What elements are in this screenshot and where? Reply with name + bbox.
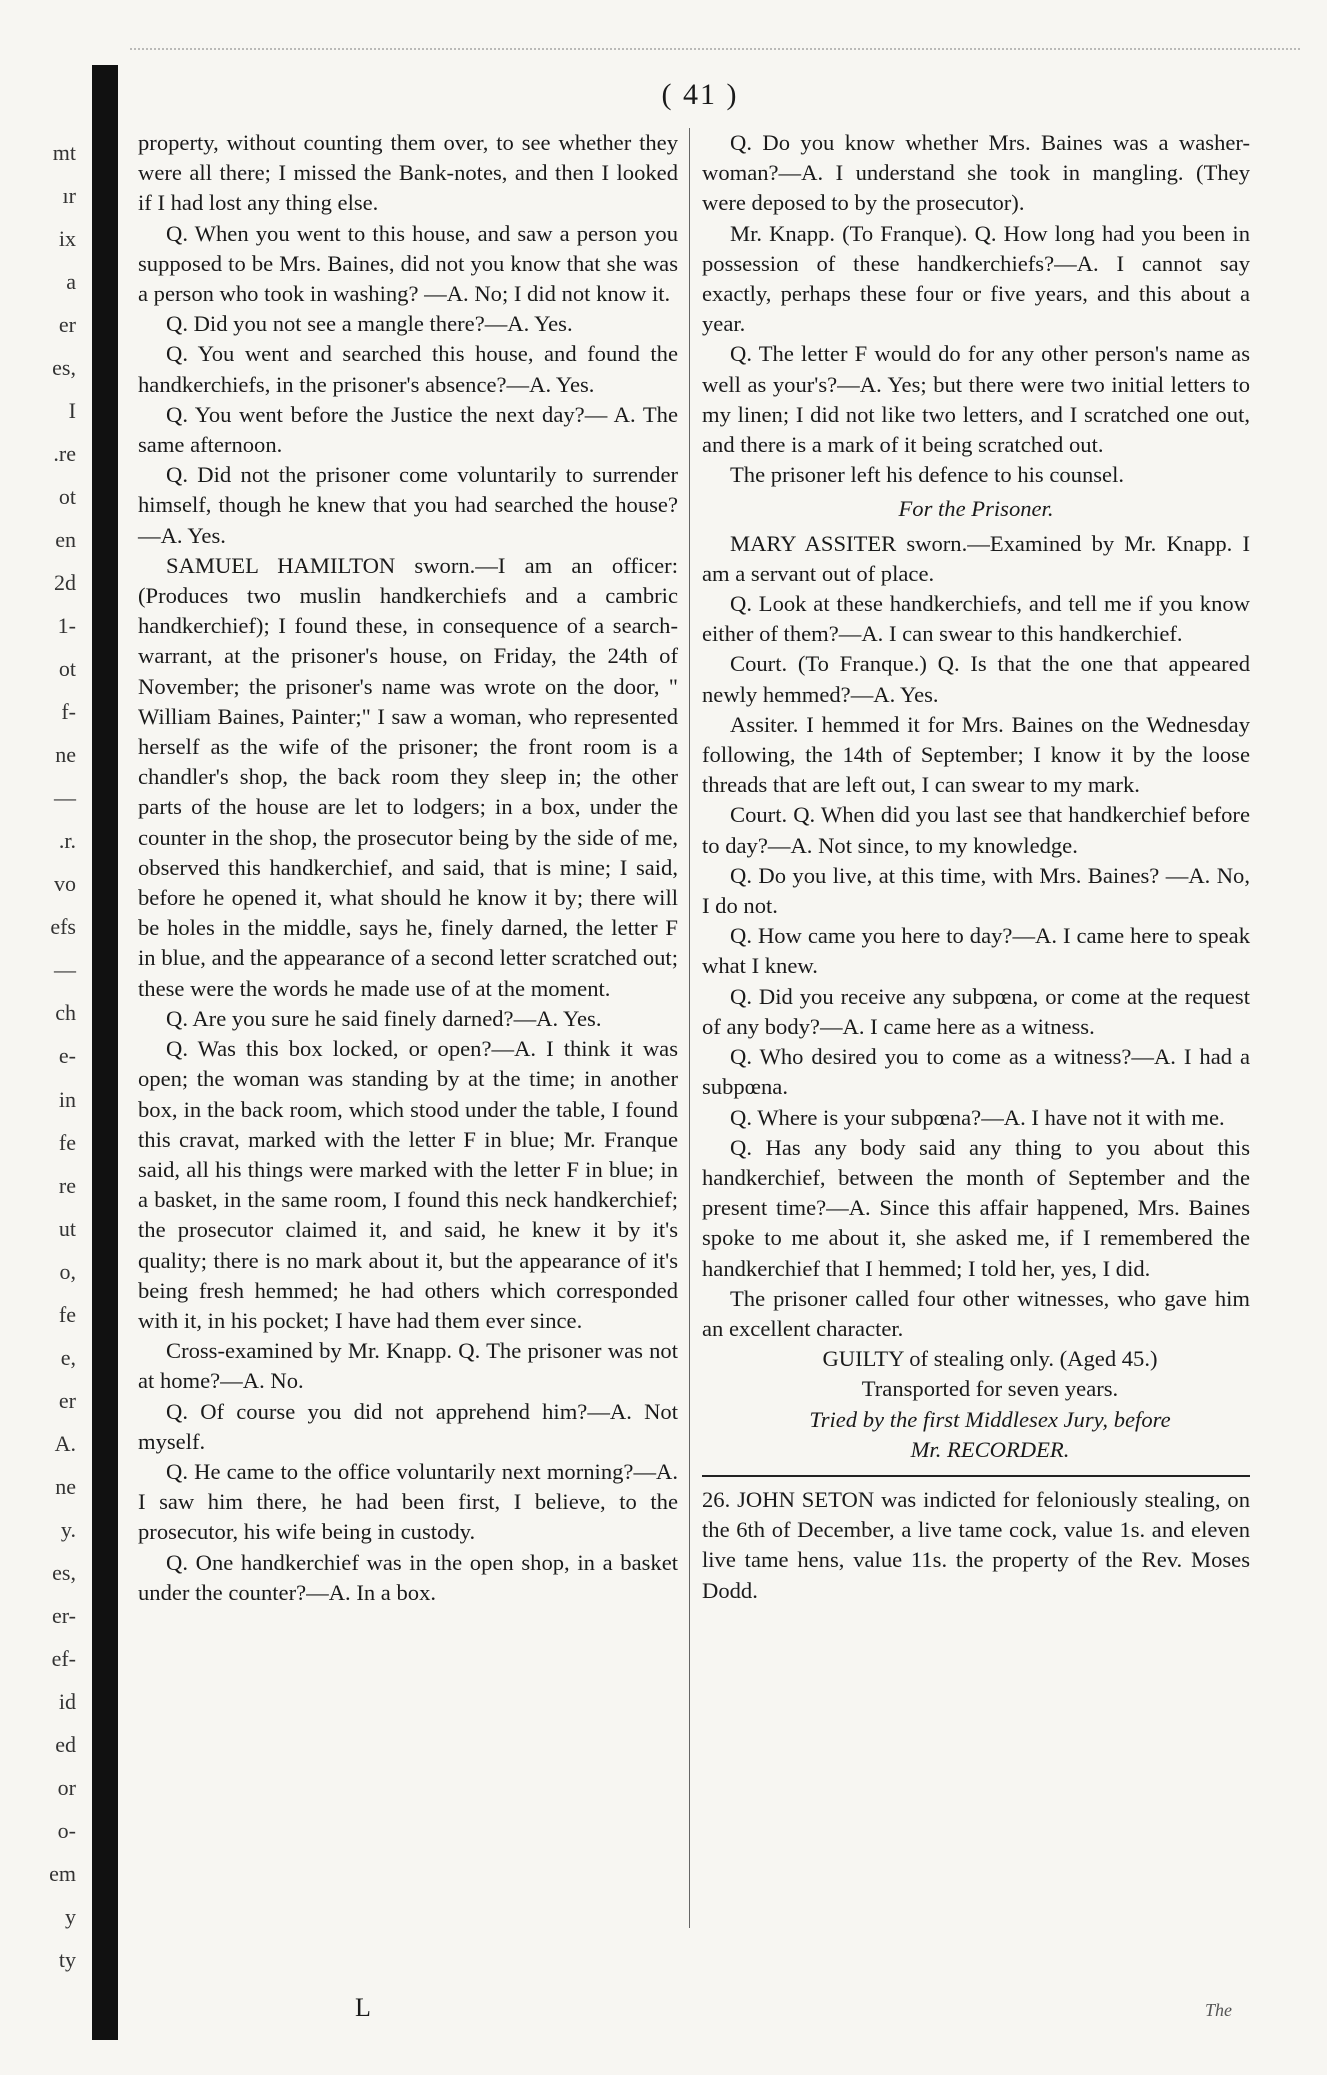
margin-fragment: ut	[58, 1216, 76, 1241]
sentence: Transported for seven years.	[861, 1376, 1119, 1402]
margin-fragment: mt	[52, 140, 76, 165]
margin-fragment: er-	[52, 1603, 76, 1628]
margin-fragment: id	[58, 1689, 76, 1714]
paragraph: Q. You went and searched this house, and found the handkerchiefs, in the prisoner's absence?—A. Yes.	[138, 341, 678, 397]
for-prisoner-heading: For the Prisoner.	[898, 496, 1054, 522]
margin-fragment: .re	[53, 441, 76, 466]
paragraph: Q. The letter F would do for any other person's name as well as your's?—A. Yes; but there were two initial letters to my linen; I did not like two letters, and I scratched one out, and there is a mark of it being scratched out.	[702, 341, 1250, 458]
margin-fragment: —	[54, 785, 76, 810]
case-text: 26. JOHN SETON was indicted for feloniously stealing, on the 6th of December, a live tame cock, value 1s. and eleven live tame hens, value 11s. the property of the Rev. Moses Dodd.	[702, 1486, 1250, 1603]
margin-fragment: ne	[55, 742, 76, 767]
margin-fragment: ed	[55, 1732, 76, 1757]
paragraph: Q. Do you live, at this time, with Mrs. Baines? —A. No, I do not.	[702, 862, 1250, 919]
column-divider	[689, 128, 690, 1928]
right-column	[702, 128, 1250, 1606]
paragraph: Q. Do you know whether Mrs. Baines was a washer-woman?—A. I understand she took in mangling. (They were deposed to by the prosecutor).	[702, 130, 1250, 216]
next-case	[702, 1485, 1250, 1606]
page-number: ( 41 )	[661, 78, 739, 111]
margin-fragment: A.	[54, 1431, 76, 1456]
paragraph: Mr. Knapp. (To Franque). Q. How long had you been in possession of these handkerchiefs?—A. I cannot say exactly, perhaps these four or five years, and this about a year.	[702, 220, 1250, 337]
left-column	[138, 128, 678, 1608]
paragraph: MARY ASSITER sworn.—Examined by Mr. Knapp. I am a servant out of place.	[702, 530, 1250, 586]
paragraph: Q. He came to the office voluntarily next morning?—A. I saw him there, he had been first, I believe, to the prosecutor, his wife being in custody.	[138, 1458, 678, 1545]
paragraph: Court. (To Franque.) Q. Is that the one that appeared newly hemmed?—A. Yes.	[702, 651, 1250, 707]
margin-fragment: I	[68, 398, 76, 423]
margin-fragment: es,	[52, 355, 76, 380]
margin-fragment: fe	[58, 1130, 76, 1155]
paragraph: Q. Was this box locked, or open?—A. I think it was open; the woman was standing by at the time; in another box, in the back room, which stood under the table, I found this cravat, marked with the letter F in blue; Mr. Franque said, all his things were marked with the letter F in blue; in a basket, in the same room, I found this neck handkerchief; the prosecutor claimed it, and said, he knew it by it's quality; there is no mark about it, but the appearance of it's being fresh hemmed; he had others which corresponded with it, in his pocket; I have had them ever since.	[138, 1036, 678, 1333]
margin-fragment: em	[49, 1861, 76, 1886]
paragraph: Q. Who desired you to come as a witness?—A. I had a subpœna.	[702, 1044, 1250, 1100]
paragraph: Q. Look at these handkerchiefs, and tell me if you know either of them?—A. I can swear to this handkerchief.	[702, 591, 1250, 647]
signature-mark: L	[355, 1993, 371, 2022]
paragraph: The prisoner left his defence to his counsel.	[730, 462, 1125, 488]
margin-fragment: .r.	[58, 828, 76, 853]
paragraph: SAMUEL HAMILTON sworn.—I am an officer: (Produces two muslin handkerchiefs and a cambric handkerchief); I found these, in consequence of a search-warrant, at the prisoner's house, on Friday, the 24th of November; the prisoner's name was wrote on the door, " William Baines, Painter;" I saw a woman, who represented herself as the wife of the prisoner; the front room is a chandler's shop, the back room they sleep in; the other parts of the house are let to lodgers; in a box, under the counter in the shop, the prosecutor being by the side of me, observed this handkerchief, and said, that is mine; I said, before he opened it, what should he know it by; there will be holes in the middle, says he, finely darned, the letter F in blue, and the appearance of a second letter scratched out; these were the words he made use of at the moment.	[138, 552, 678, 1001]
margin-fragment: e,	[60, 1345, 76, 1370]
margin-fragment: —	[54, 957, 76, 982]
margin-fragment: en	[55, 527, 76, 552]
paragraph: Q. You went before the Justice the next day?— A. The same afternoon.	[138, 401, 678, 458]
margin-fragment: 1-	[57, 613, 76, 638]
margin-fragment: ch	[55, 1000, 76, 1025]
margin-fragment: or	[57, 1775, 76, 1800]
paragraph: The prisoner called four other witnesses, who gave him an excellent character.	[702, 1285, 1250, 1341]
margin-fragment: y.	[60, 1517, 76, 1542]
margin-fragment: er	[58, 1388, 76, 1413]
paragraph: Cross-examined by Mr. Knapp. Q. The prisoner was not at home?—A. No.	[138, 1338, 678, 1394]
margin-fragment: in	[58, 1087, 76, 1112]
tried-by-line: Tried by the first Middlesex Jury, before	[809, 1406, 1171, 1432]
margin-fragment: y	[65, 1904, 76, 1929]
paragraph: Q. Did you not see a mangle there?—A. Yes.	[166, 311, 573, 337]
paragraph: Q. Did you receive any subpœna, or come at the request of any body?—A. I came here as a witness.	[702, 983, 1250, 1039]
catchword: The	[1205, 2000, 1232, 2020]
margin-fragment: ix	[58, 226, 76, 251]
paragraph: Q. When you went to this house, and saw a person you supposed to be Mrs. Baines, did not you know that she was a person who took in washing? —A. No; I did not know it.	[138, 220, 678, 307]
margin-fragment: ne	[55, 1474, 76, 1499]
verdict: GUILTY of stealing only. (Aged 45.)	[822, 1346, 1158, 1372]
margin-fragment: ty	[58, 1947, 76, 1972]
margin-fragment: a	[66, 269, 76, 294]
margin-fragment: ot	[58, 484, 76, 509]
margin-fragment: vo	[54, 871, 76, 896]
margin-fragment: er	[58, 312, 76, 337]
paragraph: Court. Q. When did you last see that handkerchief before to day?—A. Not since, to my knowledge.	[702, 802, 1250, 858]
paragraph: Q. How came you here to day?—A. I came here to speak what I knew.	[702, 923, 1250, 979]
paragraph: Q. One handkerchief was in the open shop, in a basket under the counter?—A. In a box.	[138, 1549, 678, 1605]
left-margin-fragments	[0, 140, 80, 2040]
margin-fragment: ır	[62, 183, 76, 208]
case-separator	[702, 1475, 1250, 1477]
paragraph: Q. Has any body said any thing to you about this handkerchief, between the month of September and the present time?—A. Since this affair happened, Mrs. Baines spoke to me about it, she asked me, if I remembered the handkerchief that I hemmed; I told her, yes, I did.	[702, 1134, 1250, 1281]
margin-fragment: efs	[50, 914, 76, 939]
margin-fragment: 2d	[54, 570, 76, 595]
margin-fragment: es,	[52, 1560, 76, 1585]
binding-gutter	[92, 65, 118, 2040]
paragraph: Q. Of course you did not apprehend him?—A. Not myself.	[138, 1398, 678, 1454]
margin-fragment: ef-	[51, 1646, 76, 1671]
recorder-line: Mr. RECORDER.	[910, 1436, 1070, 1462]
margin-fragment: ot	[58, 656, 76, 681]
margin-fragment: o,	[59, 1259, 76, 1284]
margin-fragment: e-	[58, 1043, 76, 1068]
margin-fragment: fe	[58, 1302, 76, 1327]
scan-noise-line	[130, 48, 1300, 62]
margin-fragment: f-	[61, 699, 76, 724]
margin-fragment: re	[58, 1173, 76, 1198]
paragraph: Assiter. I hemmed it for Mrs. Baines on the Wednesday following, the 14th of September; I know it by the loose threads that are left out, I can swear to my mark.	[702, 711, 1250, 798]
paragraph: property, without counting them over, to see whether they were all there; I missed the Bank-notes, and then I looked if I had lost any thing else.	[138, 130, 678, 216]
paragraph: Q. Where is your subpœna?—A. I have not it with me.	[730, 1104, 1225, 1130]
paragraph: Q. Did not the prisoner come voluntarily to surrender himself, though he knew that you had searched the house?—A. Yes.	[138, 462, 678, 548]
margin-fragment: o-	[57, 1818, 76, 1843]
paragraph: Q. Are you sure he said finely darned?—A. Yes.	[166, 1005, 602, 1031]
